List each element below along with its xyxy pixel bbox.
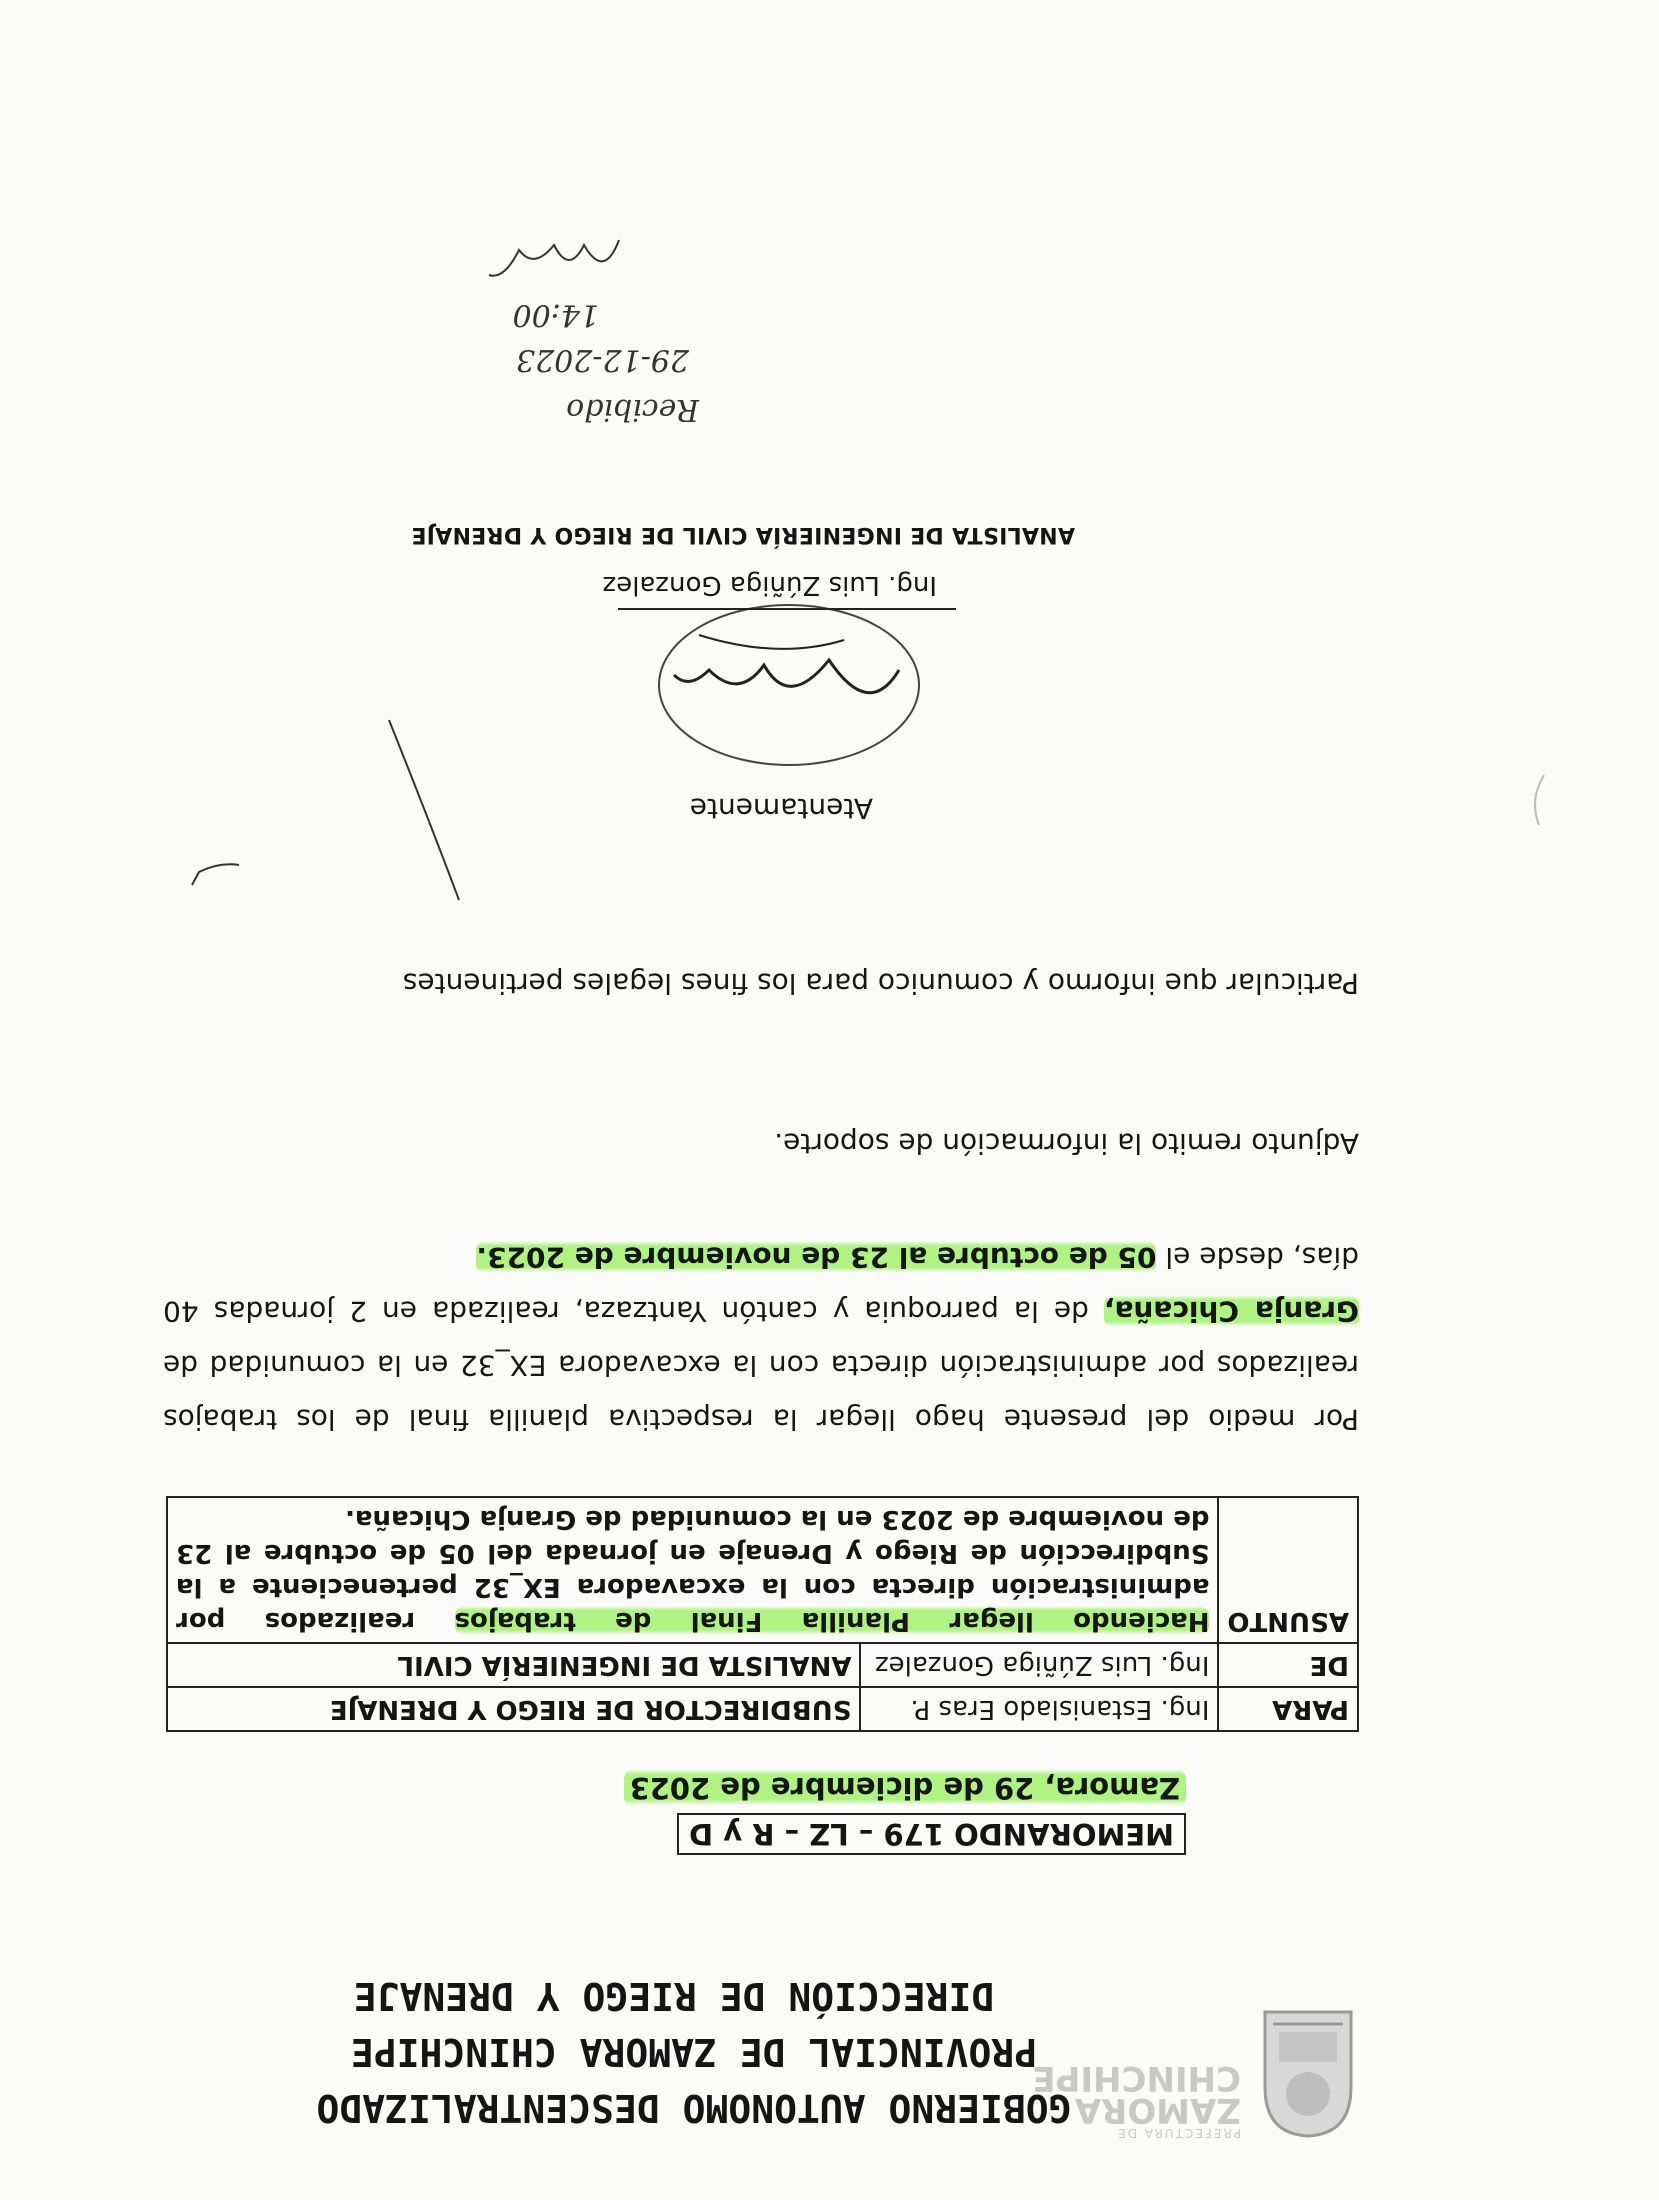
scan-artifact-icon — [1519, 770, 1559, 830]
received-date: 29-12-2023 — [516, 342, 689, 377]
closing: Atentamente — [689, 792, 873, 825]
body-date-range: 05 de octubre al 23 de noviembre de 2023. — [476, 1241, 1157, 1274]
asunto-highlight: Haciendo llegar Planilla Final de trabajos — [454, 1606, 1210, 1636]
memo-header-table — [166, 1496, 1359, 1732]
asunto-label: ASUNTO — [1218, 1497, 1358, 1643]
table-row — [167, 1643, 1358, 1687]
asunto-text — [167, 1497, 1218, 1643]
received-time: 14:00 — [512, 297, 599, 332]
seal-wordmark: PREFECTURA DE ZAMORA CHINCHIPE — [1032, 2058, 1241, 2140]
check-mark-icon — [184, 850, 244, 890]
pen-mark-icon — [379, 710, 469, 910]
table-row — [167, 1687, 1358, 1731]
header-line-2: PROVINCIAL DE ZAMORA CHINCHIPE — [350, 2030, 1038, 2074]
received-note — [429, 220, 709, 440]
asunto-rest: realizados por administración directa con la excavadora EX_32 perteneciente a la Subdirección de Riego y Drenaje en jornada del 05 de octubre al 23 de noviembre de 2023 en la comunidad de — [176, 1504, 1210, 1636]
received-initials-icon — [489, 240, 619, 276]
header-line-3: DIRECCIÓN DE RIEGO Y DRENAJE — [353, 1974, 995, 2018]
de-label: DE — [1218, 1643, 1358, 1687]
para-label: PARA — [1218, 1687, 1358, 1731]
signatory-title: ANALISTA DE INGENIERÍA CIVIL DE RIEGO Y DRENAJE — [411, 522, 1075, 547]
body-paragraph-3: Particular que informo y comunico para los fines legales pertinentes — [402, 967, 1359, 1000]
memo-number: MEMORANDO 179 – LZ – R y D — [677, 1813, 1186, 1855]
body-text: de la parroquia y cantón Yantzaza, realizada en 2 jornadas 40 días, desde el — [163, 1241, 1359, 1328]
para-name: Ing. Estanislado Eras P. — [860, 1687, 1218, 1731]
de-title: ANALISTA DE INGENIERÍA CIVIL — [167, 1643, 860, 1687]
institution-header — [159, 1968, 1229, 2136]
body-paragraph-2: Adjunto remito la información de soporte. — [774, 1127, 1359, 1160]
signature-stamp-icon — [629, 570, 939, 780]
body-paragraph-1 — [163, 1230, 1359, 1446]
signature-line — [618, 608, 956, 610]
body-place: Granja Chicaña, — [1103, 1295, 1359, 1328]
table-row — [167, 1497, 1358, 1643]
memo-date: Zamora, 29 de diciembre de 2023 — [624, 1769, 1186, 1807]
body-text: Por medio del presente hago llegar la respectiva planilla final de los trabajos realizados por administración directa con la excavadora EX_32 en la comunidad de — [163, 1349, 1359, 1436]
signatory-name: Ing. Luis Zúñiga Gonzalez — [602, 570, 937, 600]
header-line-1: GOBIERNO AUTONOMO DESCENTRALIZADO — [316, 2086, 1072, 2130]
asunto-place: Granja Chicaña. — [345, 1504, 577, 1534]
prefecture-seal-icon — [1253, 2002, 1363, 2142]
received-label: Recibido — [566, 392, 699, 427]
de-name: Ing. Luis Zúñiga Gonzalez — [860, 1643, 1218, 1687]
para-title: SUBDIRECTOR DE RIEGO Y DRENAJE — [167, 1687, 860, 1731]
